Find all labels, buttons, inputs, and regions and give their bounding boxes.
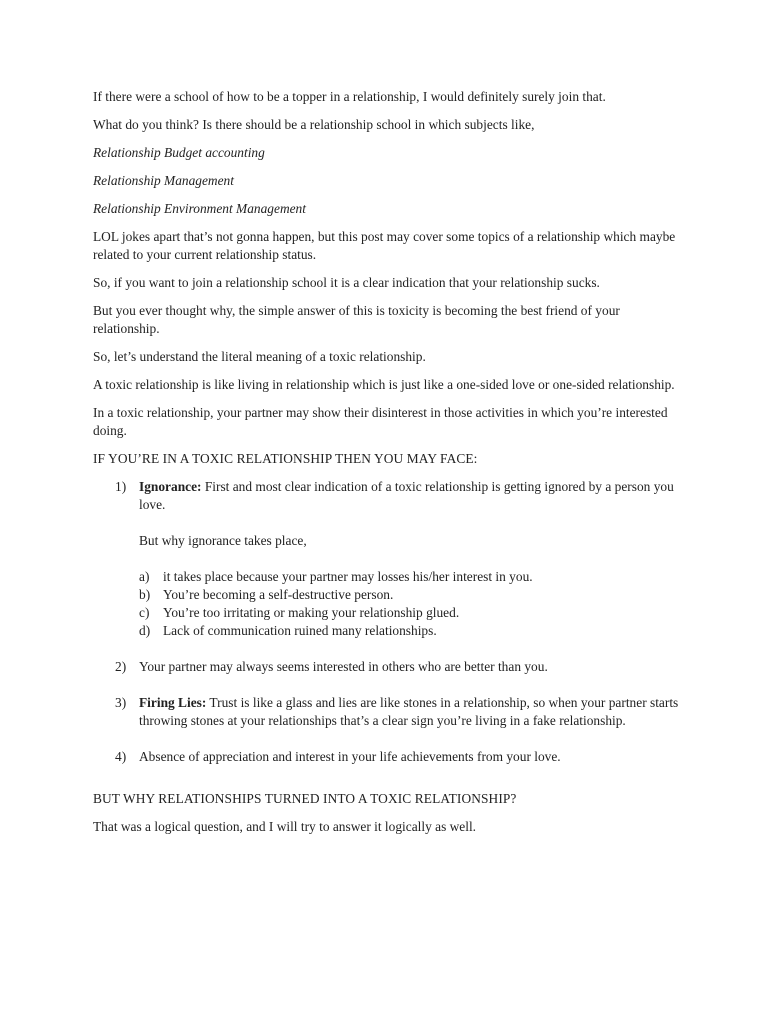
sub-list-text: You’re becoming a self-destructive person.: [163, 587, 394, 602]
list-item: [93, 748, 683, 766]
section-heading-1: IF YOU’RE IN A TOXIC RELATIONSHIP THEN YOU MAY FACE:: [93, 451, 478, 466]
body-paragraph: LOL jokes apart that’s not gonna happen, but this post may cover some topics of a relationship which maybe related to your current relationship status.: [93, 229, 676, 262]
sub-list-text: You’re too irritating or making your relationship glued.: [163, 605, 460, 620]
list-item: [93, 694, 683, 730]
sub-list-text: Lack of communication ruined many relationships.: [163, 623, 437, 638]
item-text: First and most clear indication of a toxic relationship is getting ignored by a person you love.: [139, 479, 674, 512]
subject-item: Relationship Budget accounting: [93, 145, 265, 160]
symptom-list: [93, 478, 683, 766]
sub-list-text: it takes place because your partner may losses his/her interest in you.: [163, 569, 533, 584]
list-number: 1): [115, 479, 127, 494]
body-paragraph: A toxic relationship is like living in relationship which is just like a one-sided love or one-sided relationship.: [93, 377, 675, 392]
section-heading-2: BUT WHY RELATIONSHIPS TURNED INTO A TOXIC RELATIONSHIP?: [93, 791, 517, 806]
sub-list-item: [139, 586, 683, 604]
list-item: [93, 658, 683, 676]
sub-list-item: [139, 568, 683, 586]
item-text: Your partner may always seems interested in others who are better than you.: [139, 659, 548, 674]
sub-list-letter: d): [139, 623, 151, 638]
body-paragraph: So, let’s understand the literal meaning of a toxic relationship.: [93, 349, 426, 364]
sub-list: [139, 568, 683, 640]
list-number: 3): [115, 695, 127, 710]
list-number: 4): [115, 749, 127, 764]
sub-list-letter: b): [139, 587, 151, 602]
list-item: [93, 478, 683, 640]
body-paragraph: In a toxic relationship, your partner may show their disinterest in those activities in which you’re interested doing.: [93, 405, 668, 438]
body-paragraph: So, if you want to join a relationship school it is a clear indication that your relationship sucks.: [93, 275, 600, 290]
intro-paragraph-2: What do you think? Is there should be a relationship school in which subjects like,: [93, 117, 535, 132]
sub-intro-text: But why ignorance takes place,: [139, 533, 307, 548]
document-page: [93, 88, 683, 846]
sub-list-letter: a): [139, 569, 150, 584]
sub-list-letter: c): [139, 605, 150, 620]
list-number: 2): [115, 659, 127, 674]
item-text: Absence of appreciation and interest in your life achievements from your love.: [139, 749, 561, 764]
sub-list-item: [139, 604, 683, 622]
sub-list-item: [139, 622, 683, 640]
body-paragraph: But you ever thought why, the simple answer of this is toxicity is becoming the best friend of your relationship.: [93, 303, 620, 336]
closing-paragraph: That was a logical question, and I will try to answer it logically as well.: [93, 819, 477, 834]
subject-item: Relationship Environment Management: [93, 201, 306, 216]
subject-item: Relationship Management: [93, 173, 234, 188]
item-bold-label: Ignorance:: [139, 479, 202, 494]
item-text: Trust is like a glass and lies are like stones in a relationship, so when your partner starts throwing stones at your relationships that’s a clear sign you’re living in a fake relationship.: [139, 695, 679, 728]
item-bold-label: Firing Lies:: [139, 695, 207, 710]
intro-paragraph-1: If there were a school of how to be a topper in a relationship, I would definitely surely join that.: [93, 89, 606, 104]
